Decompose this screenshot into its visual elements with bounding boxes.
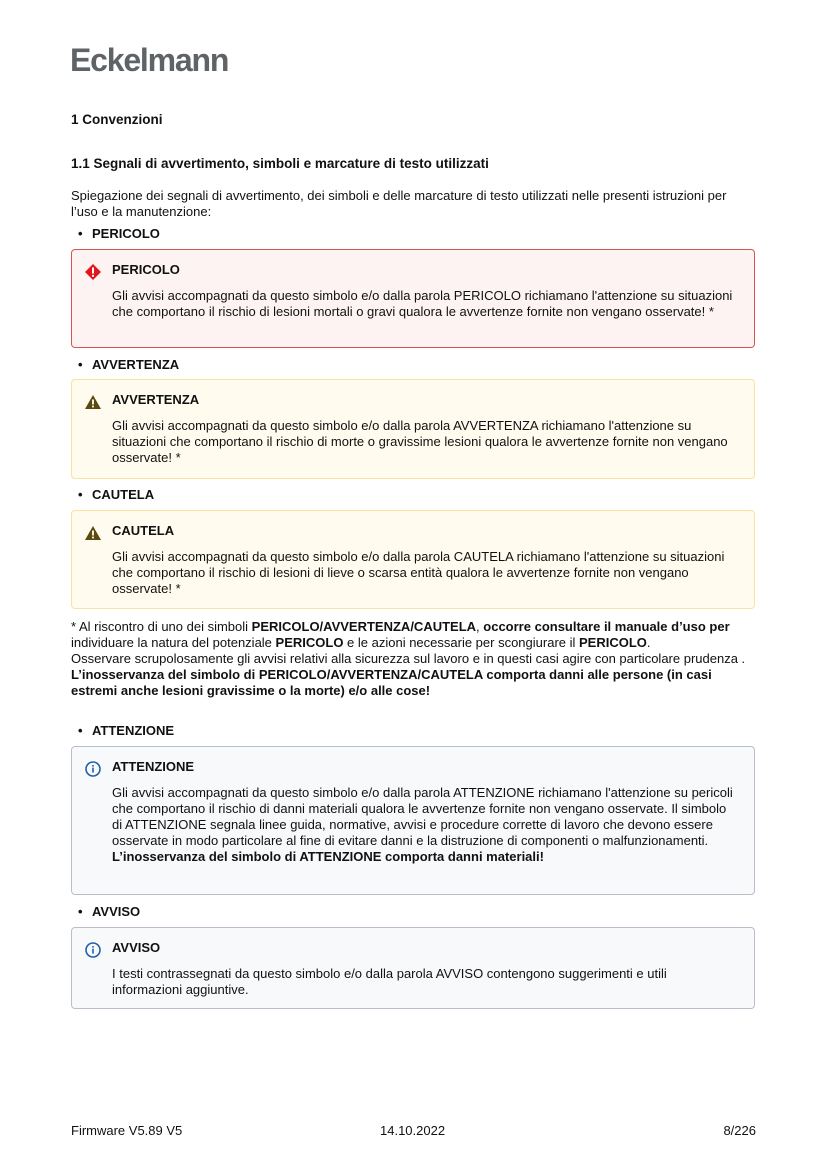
- warning-text: Gli avvisi accompagnati da questo simbolo e/o dalla parola AVVERTENZA richiamano l'attenzione su situazioni che comportano il rischio di morte o gravissime lesioni qualora le avvertenze fornite non vengano osservate! *: [112, 418, 728, 465]
- notice-title: AVVISO: [112, 940, 161, 955]
- attention-title: ATTENZIONE: [112, 759, 195, 774]
- danger-icon: [84, 263, 102, 281]
- section-title: 1 Convenzioni: [71, 112, 163, 127]
- warning-title: AVVERTENZA: [112, 392, 200, 407]
- warning-box: [71, 379, 755, 479]
- info-icon: [84, 760, 102, 778]
- caution-text: Gli avvisi accompagnati da questo simbolo e/o dalla parola CAUTELA richiamano l'attenzione su situazioni che comportano il rischio di lesioni di lieve o scarsa entità qualora le avvertenze fornite non vengano osservate! *: [112, 549, 725, 596]
- caution-box: [71, 510, 755, 609]
- note-paragraph: * Al riscontro di uno dei simboli PERICOLO/AVVERTENZA/CAUTELA, occorre consultare il manuale d’uso per individuare la natura del potenziale PERICOLO e le azioni necessarie per scongiurare il PERICOLO. Osservare scrupolosamente gli avvisi relativi alla sicurezza sul lavoro e in questi casi agire con particolare prudenza . L’inosservanza del simbolo di PERICOLO/AVVERTENZA/CAUTELA comporta danni alle persone (in casi estremi anche lesioni gravissime o la morte) e/o alle cose!: [71, 619, 746, 698]
- intro-paragraph: Spiegazione dei segnali di avvertimento, dei simboli e delle marcature di testo utilizzati nelle presenti istruzioni per l’uso e la manutenzione:: [71, 188, 727, 219]
- info-icon: [84, 941, 102, 959]
- eckelmann-logo: Eckelmann: [70, 42, 229, 78]
- footer-page-number: 8/226: [723, 1123, 756, 1138]
- bullet-avviso: • AVVISO: [78, 904, 141, 919]
- danger-title: PERICOLO: [112, 262, 180, 277]
- attention-bold-text: L’inosservanza del simbolo di ATTENZIONE comporta danni materiali!: [112, 849, 544, 864]
- notice-text: I testi contrassegnati da questo simbolo e/o dalla parola AVVISO contengono suggerimenti e utili informazioni aggiuntive.: [112, 966, 667, 997]
- footer-firmware: Firmware V5.89 V5: [71, 1123, 183, 1138]
- attention-text: Gli avvisi accompagnati da questo simbolo e/o dalla parola ATTENZIONE richiamano l'attenzione su pericoli che comportano il rischio di danni materiali qualora le avvertenze fornite non vengano osservate. Il simbolo di ATTENZIONE segnala linee guida, normative, avvisi e procedure corrette di lavoro che devono essere osservate in modo particolare al fine di evitare danni e la distruzione di componenti o malfunzionamenti.: [112, 785, 733, 848]
- bullet-pericolo: • PERICOLO: [78, 226, 160, 241]
- footer-date: 14.10.2022: [380, 1123, 446, 1138]
- caution-title: CAUTELA: [112, 523, 175, 538]
- subsection-title: 1.1 Segnali di avvertimento, simboli e marcature di testo utilizzati: [71, 156, 489, 171]
- attention-box: [71, 746, 755, 895]
- bullet-avvertenza: • AVVERTENZA: [78, 357, 180, 372]
- note-warning: L’inosservanza del simbolo di PERICOLO/AVVERTENZA/CAUTELA comporta danni alle persone (in casi estremi anche lesioni gravissime o la morte) e/o alle cose!: [71, 667, 712, 698]
- danger-box: [71, 249, 755, 348]
- bullet-attenzione: • ATTENZIONE: [78, 723, 175, 738]
- caution-triangle-icon: [84, 524, 102, 542]
- danger-text: Gli avvisi accompagnati da questo simbolo e/o dalla parola PERICOLO richiamano l'attenzione su situazioni che comportano il rischio di lesioni mortali o gravi qualora le avvertenze fornite non vengano osservate! *: [112, 288, 733, 319]
- notice-box: [71, 927, 755, 1009]
- warning-triangle-icon: [84, 393, 102, 411]
- bullet-cautela: • CAUTELA: [78, 487, 155, 502]
